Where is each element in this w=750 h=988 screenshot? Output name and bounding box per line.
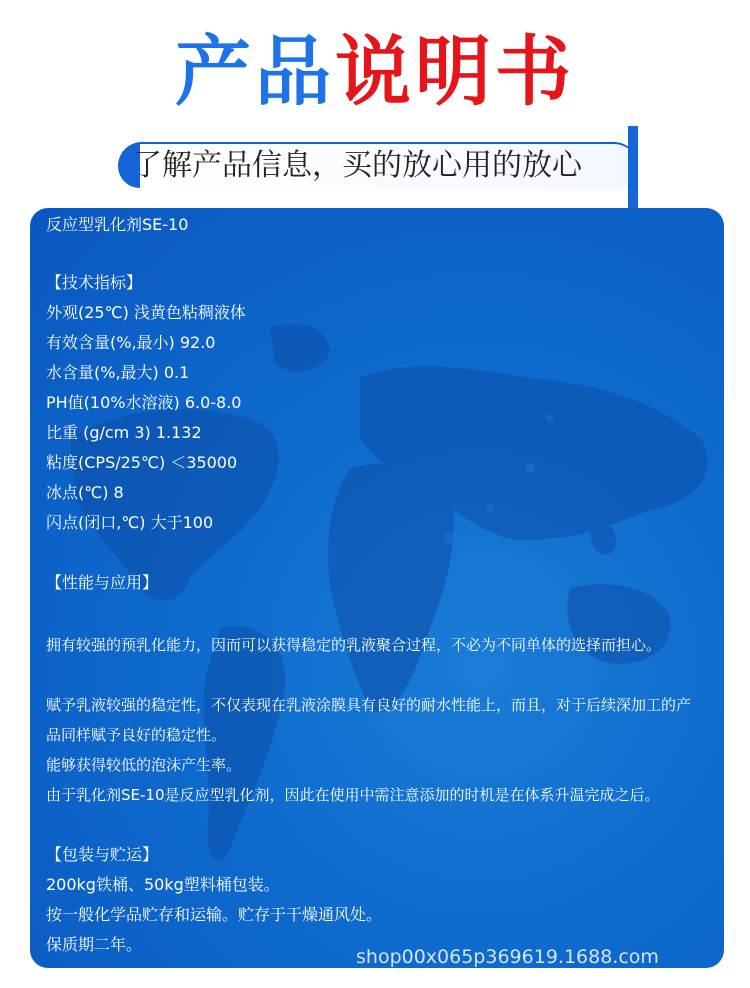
spec-item: 粘度(CPS/25℃) ＜35000 <box>46 453 238 472</box>
title-part-red: 说明书 <box>335 27 575 116</box>
spec-item: 水含量(%,最大) 0.1 <box>46 363 190 382</box>
page-title <box>0 24 750 120</box>
info-card <box>30 208 724 968</box>
title-part-blue: 产品 <box>175 27 335 116</box>
performance-paragraph: 由于乳化剂SE-10是反应型乳化剂，因此在使用中需注意添加的时机是在体系升温完成之后。 <box>46 786 660 804</box>
packaging-heading: 【包装与贮运】 <box>46 845 159 864</box>
spec-item: 外观(25℃) 浅黄色粘稠液体 <box>46 303 246 322</box>
packaging-item: 保质期二年。 <box>46 935 143 954</box>
packaging-item: 按一般化学品贮存和运输。贮存于干燥通风处。 <box>46 905 383 924</box>
spec-item: 冰点(℃) 8 <box>46 483 124 502</box>
spec-item: 比重 (g/cm 3) 1.132 <box>46 423 202 442</box>
spec-item: 闪点(闭口,℃) 大于100 <box>46 513 214 532</box>
spec-item: PH值(10%水溶液) 6.0-8.0 <box>46 393 242 412</box>
slogan-text: 了解产品信息，买的放心用的放心 <box>132 148 582 183</box>
specs-heading: 【技术指标】 <box>46 273 143 292</box>
store-watermark: shop00x065p369619.1688.com <box>356 946 659 968</box>
packaging-item: 200kg铁桶、50kg塑料桶包装。 <box>46 875 280 894</box>
performance-heading: 【性能与应用】 <box>46 573 159 592</box>
performance-paragraph: 赋予乳液较强的稳定性，不仅表现在乳液涂膜具有良好的耐水性能上，而且，对于后续深加工的产品同样赋予良好的稳定性。 <box>46 696 692 744</box>
product-name: 反应型乳化剂SE-10 <box>46 215 189 234</box>
spec-item: 有效含量(%,最小) 92.0 <box>46 333 216 352</box>
performance-paragraph: 能够获得较低的泡沫产生率。 <box>46 756 242 774</box>
performance-paragraph: 拥有较强的预乳化能力，因而可以获得稳定的乳液聚合过程，不必为不同单体的选择而担心。 <box>46 636 662 654</box>
